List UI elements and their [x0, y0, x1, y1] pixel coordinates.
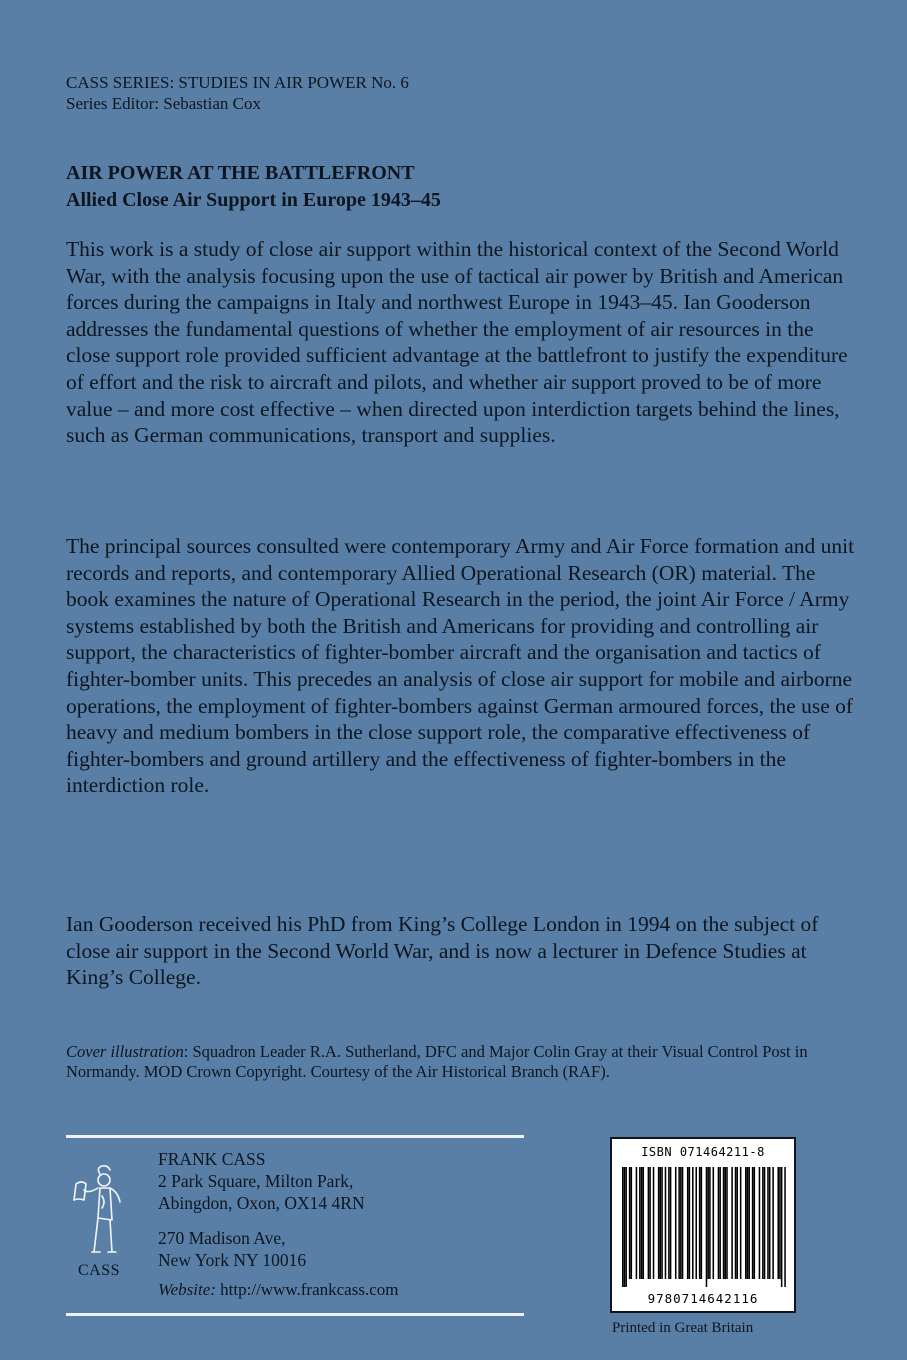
book-title: AIR POWER AT THE BATTLEFRONT	[66, 162, 415, 184]
barcode-bar	[709, 1167, 711, 1279]
publisher-us-address	[158, 1227, 306, 1271]
barcode-bar	[665, 1167, 667, 1279]
barcode-bar	[748, 1167, 750, 1279]
uk-address-line-1: 2 Park Square, Milton Park,	[158, 1171, 354, 1191]
divider-bottom	[66, 1313, 524, 1316]
blurb-paragraph-2: The principal sources consulted were contemporary Army and Air Force formation and unit records and reports, and contemporary Allied Operational Research (OR) material. The book examines the nature of Operational Research in the period, the joint Air Force / Army systems established by both the British and Americans for providing and controlling air support, the characteristics of fighter-bomber aircraft and the organisation and tactics of fighter-bomber units. This precedes an analysis of close air support for mobile and airborne operations, the employment of fighter-bombers against German armoured forces, the use of heavy and medium bombers in the close support role, the comparative effectiveness of fighter-bombers and ground artillery and the effectiveness of fighter-bombers in the interdiction role.	[66, 534, 855, 798]
barcode-bar	[675, 1167, 677, 1279]
barcode-bar	[695, 1167, 697, 1279]
barcode-bar	[747, 1167, 749, 1279]
barcode-bar	[639, 1167, 641, 1279]
barcode-bar	[726, 1167, 728, 1279]
barcode-bar	[719, 1167, 721, 1279]
barcode-icon	[622, 1167, 786, 1287]
barcode-bar	[668, 1167, 670, 1279]
author-bio: Ian Gooderson received his PhD from King’s College London in 1994 on the subject of close air support in the Second World War, and is now a lecturer in Defence Studies at King’s College.	[66, 912, 819, 990]
cover-illustration-text: : Squadron Leader R.A. Sutherland, DFC and Major Colin Gray at their Visual Control Post in Normandy. MOD Crown Copyright. Courtesy of the Air Historical Branch (RAF).	[66, 1042, 808, 1081]
barcode-bar	[735, 1167, 737, 1279]
barcode-bar	[649, 1167, 651, 1279]
barcode-bar	[648, 1167, 650, 1279]
barcode-bar	[641, 1167, 643, 1279]
divider-top	[66, 1135, 524, 1138]
barcode-bar	[625, 1167, 627, 1287]
website-url[interactable]: http://www.frankcass.com	[215, 1280, 399, 1299]
series-info	[66, 72, 409, 114]
barcode-bar	[723, 1167, 725, 1279]
cover-illustration-label: Cover illustration	[66, 1042, 184, 1061]
barcode-bar	[678, 1167, 680, 1279]
barcode-bar	[687, 1167, 689, 1279]
printed-in-note: Printed in Great Britain	[612, 1320, 754, 1336]
barcode-bar	[759, 1167, 761, 1279]
barcode-bar	[725, 1167, 727, 1279]
publisher-uk-address	[158, 1148, 365, 1214]
barcode-bar	[643, 1167, 645, 1279]
us-address-line-2: New York NY 10016	[158, 1250, 307, 1270]
barcode-bar	[661, 1167, 663, 1279]
barcode-bar	[680, 1167, 682, 1279]
barcode-bar	[624, 1167, 626, 1287]
cover-illustration-credit	[66, 1042, 856, 1082]
barcode-bar	[745, 1167, 747, 1279]
barcode-bar	[784, 1167, 786, 1287]
barcode-bar	[779, 1167, 781, 1279]
barcode-bar	[764, 1167, 766, 1279]
barcode-bar	[706, 1167, 708, 1287]
barcode-bar	[670, 1167, 672, 1279]
series-name: CASS SERIES: STUDIES IN AIR POWER No. 6	[66, 73, 409, 92]
barcode-bar	[682, 1167, 684, 1279]
publisher-website	[158, 1280, 398, 1300]
barcode-bar	[629, 1167, 631, 1279]
barcode-bar	[754, 1167, 756, 1279]
barcode-bar	[713, 1167, 715, 1279]
barcode-bar	[701, 1167, 703, 1279]
barcode-bar	[718, 1167, 720, 1279]
barcode-bar	[660, 1167, 662, 1279]
barcode-bar	[699, 1167, 701, 1279]
us-address-line-1: 270 Madison Ave,	[158, 1228, 286, 1248]
publisher-name: FRANK CASS	[158, 1149, 266, 1169]
barcode-bar	[731, 1167, 733, 1279]
series-editor: Series Editor: Sebastian Cox	[66, 94, 262, 113]
isbn-text: ISBN 071464211-8	[641, 1145, 765, 1159]
barcode-bar	[752, 1167, 754, 1279]
barcode-bar	[762, 1167, 764, 1279]
barcode-bar	[653, 1167, 655, 1279]
barcode-bar	[622, 1167, 624, 1287]
barcode-bar	[692, 1167, 694, 1279]
barcode-bar	[777, 1167, 779, 1279]
barcode-bar	[707, 1167, 709, 1279]
barcode-bar	[736, 1167, 738, 1279]
barcode-bar	[740, 1167, 742, 1279]
barcode-bar	[767, 1167, 769, 1279]
website-label: Website:	[158, 1280, 216, 1299]
barcode-bar	[772, 1167, 774, 1279]
barcode-bar	[769, 1167, 771, 1279]
barcode-bar	[781, 1167, 783, 1287]
barcode-bar	[631, 1167, 633, 1279]
barcode-bar	[689, 1167, 691, 1279]
publisher-logo-text: CASS	[78, 1262, 121, 1279]
blurb-paragraph-1: This work is a study of close air support within the historical context of the Second World War, with the analysis focusing upon the use of tactical air power by British and American forces during the campaigns in Italy and northwest Europe in 1943–45. Ian Gooderson addresses the fundamental questions of whether the employment of air resources in the close support role provided sufficient advantage at the battlefront to justify the expenditure of effort and the risk to aircraft and pilots, and whether air support proved to be of more value – and more cost effective – when directed upon interdiction targets behind the lines, such as German communications, transport and supplies.	[66, 237, 848, 448]
barcode-bar	[636, 1167, 638, 1279]
uk-address-line-2: Abingdon, Oxon, OX14 4RN	[158, 1193, 365, 1213]
barcode-panel	[610, 1137, 796, 1313]
book-subtitle: Allied Close Air Support in Europe 1943–45	[66, 189, 441, 211]
barcode-bar	[658, 1167, 660, 1279]
title-block	[66, 160, 441, 214]
ean-digits: 9780714642116	[647, 1291, 759, 1306]
